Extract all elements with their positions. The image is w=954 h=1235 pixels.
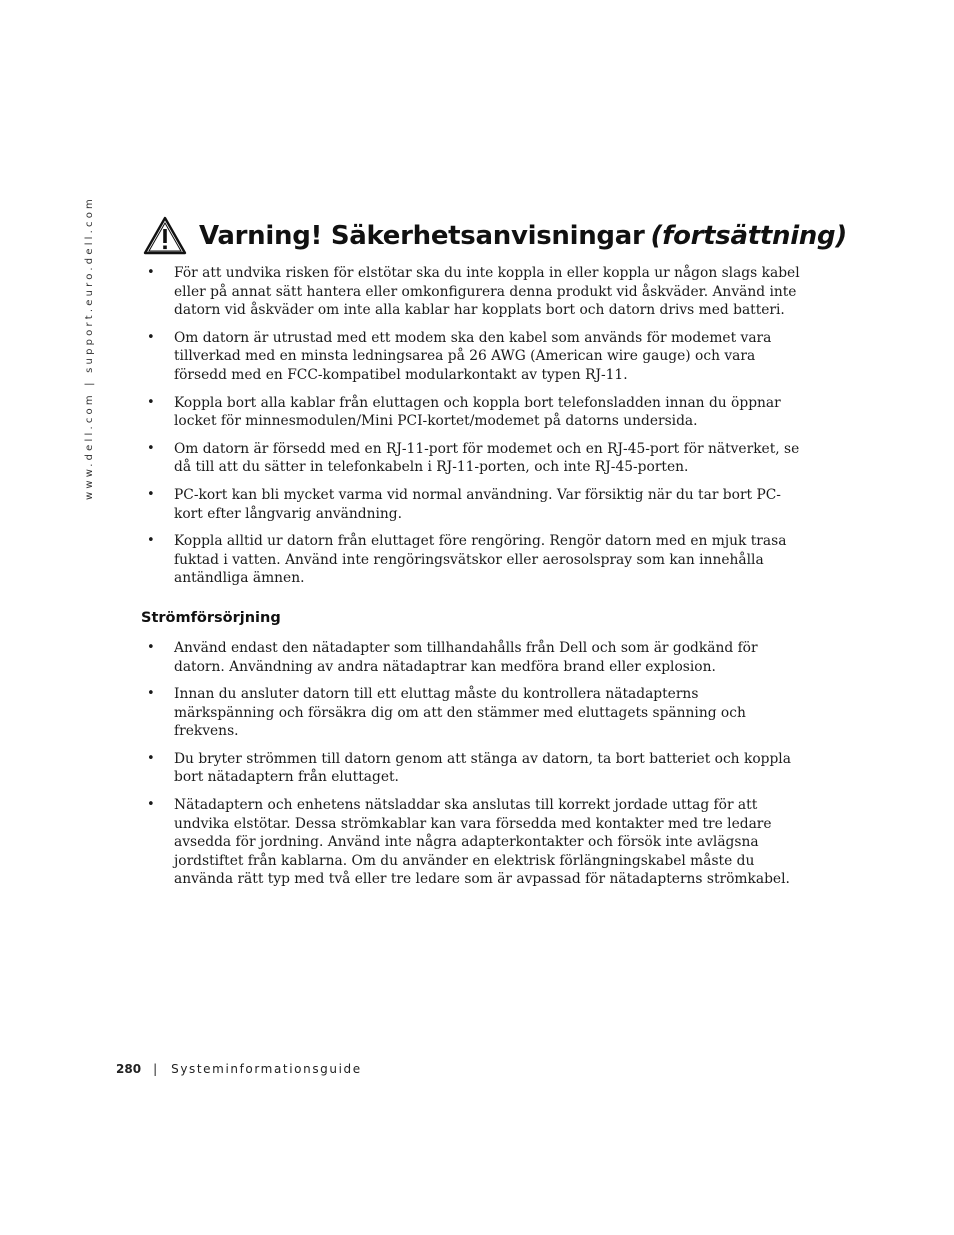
list-item: • Du bryter strömmen till datorn genom att stänga av datorn, ta bort batteriet och koppla bort nätadaptern från eluttaget. [147, 750, 791, 786]
list-item: • Nätadaptern och enhetens nätsladdar ska anslutas till korrekt jordade uttag för att undvika elstötar. Dessa strömkablar kan vara försedda med kontakter med tre ledare avsedda för jordning. Använd inte några adapterkontakter och försök inte avlägsna jordstiftet från kablarna. Om du använder en elektrisk förlängningskabel måste du använda rätt typ med två eller tre ledare som är avpassad för nätadapterns strömkabel. [147, 797, 790, 888]
page-title [199, 221, 847, 251]
bullet-icon: • [147, 265, 155, 280]
bullet-icon: • [147, 750, 155, 766]
bullet-icon: • [147, 329, 155, 345]
footer-separator: | [153, 1062, 158, 1076]
sidebar-url: www.dell.com | support.euro.dell.com [84, 196, 95, 500]
page-footer [116, 1062, 362, 1076]
page-title-continuation: (fortsättning) [650, 221, 847, 251]
bullet-icon: • [147, 486, 155, 502]
safety-list [141, 264, 801, 588]
list-item: • PC-kort kan bli mycket varma vid normal användning. Var försiktig när du tar bort PC-kort efter långvarig användning. [147, 486, 781, 522]
bullet-icon: • [147, 797, 155, 813]
list-item: • Koppla alltid ur datorn från eluttaget före rengöring. Rengör datorn med en mjuk trasa fuktad i vatten. Använd inte rengöringsvätskor eller aerosolspray som kan innehålla antändliga ämnen. [147, 533, 787, 587]
list-item: • Om datorn är utrustad med ett modem ska den kabel som används för modemet vara tillverkad med en minsta ledningsarea på 26 AWG (American wire gauge) och vara försedd med en FCC-kompatibel modularkontakt av typen RJ-11. [147, 329, 772, 383]
bullet-icon: • [147, 394, 155, 410]
bullet-icon: • [147, 533, 155, 549]
section-heading-power: Strömförsörjning [141, 609, 281, 626]
bullet-icon: • [147, 440, 155, 456]
page-title-row [143, 214, 847, 258]
guide-title: Systeminformationsguide [171, 1062, 362, 1076]
page-title-main: Varning! Säkerhetsanvisningar [199, 221, 645, 251]
list-item: • Koppla bort alla kablar från eluttagen och koppla bort telefonsladden innan du öppnar locket för minnesmodulen/Mini PCI-kortet/modemet på datorns undersida. [147, 394, 781, 430]
bullet-icon: • [147, 686, 155, 702]
bullet-icon: • [147, 639, 155, 655]
list-item: • Om datorn är försedd med en RJ-11-port för modemet och en RJ-45-port för nätverket, se då till att du sätter in telefonkabeln i RJ-11-porten, och inte RJ-45-porten. [147, 440, 800, 476]
list-item: • Använd endast den nätadapter som tillhandahålls från Dell och som är godkänd för datorn. Användning av andra nätadaptrar kan medföra brand eller explosion. [147, 639, 758, 675]
list-item: • För att undvika risken för elstötar ska du inte koppla in eller koppla ur någon slags kabel eller på annat sätt hantera eller omkonfigurera denna produkt vid åskväder. Använd inte datorn vid åskväder om inte alla kablar har kopplats bort och datorn drivs med batteri. [147, 265, 800, 319]
power-list [141, 639, 801, 889]
list-item: • Innan du ansluter datorn till ett eluttag måste du kontrollera nätadapterns märkspänning och försäkra dig om att den stämmer med eluttagets spänning och frekvens. [147, 686, 746, 740]
page-number: 280 [116, 1062, 142, 1076]
warning-triangle-icon [143, 216, 187, 256]
main-content [141, 264, 801, 898]
